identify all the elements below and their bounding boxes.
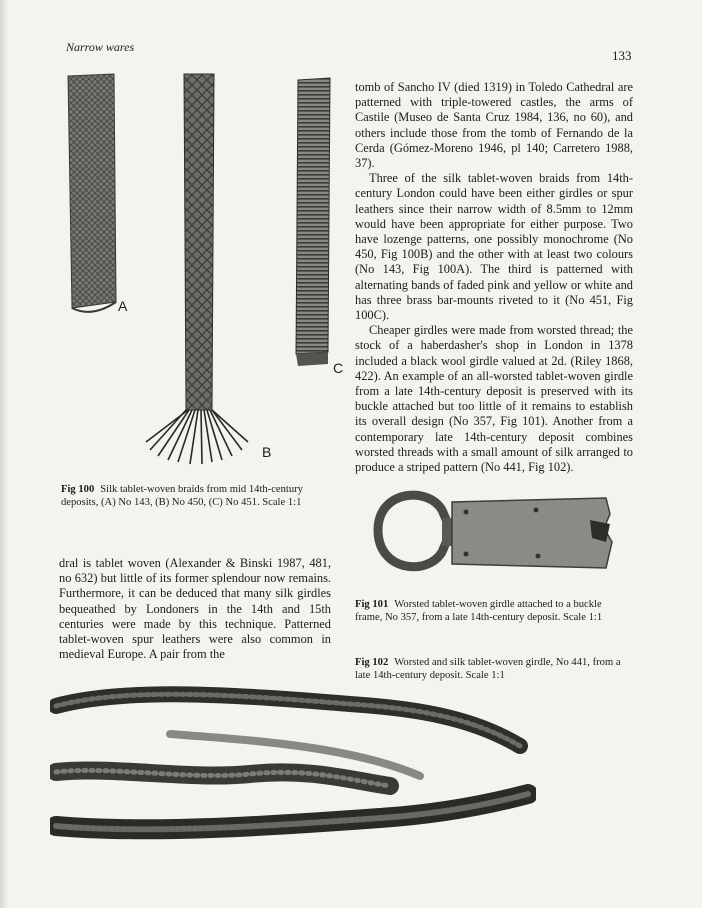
paragraph: Cheaper girdles were made from worsted thread; the stock of a haberdasher's shop in London in 1378 included a black wool girdle valued at 2d. (Riley 1868, 422). An example of an all-worsted tablet-woven girdle from a late 14th-century deposit is preserved with its buckle attached but too little of it remains to establish its overall design (No 357, Fig 101). Another from a contemporary late 14th-century deposit combines worsted threads with a small amount of silk arranged to produce a striped pattern (No 441, Fig 102). <box>355 323 633 475</box>
fig100-letter-c: C <box>333 360 344 376</box>
fig100-label: Fig 100 <box>61 484 95 495</box>
fig102-caption-text: Worsted and silk tablet-woven girdle, No 441, from a late 14th-century deposit. Scale 1:1 <box>355 657 621 681</box>
page-gutter-shadow <box>0 0 8 908</box>
left-text-column <box>59 556 331 662</box>
fig101-caption-text: Worsted tablet-woven girdle attached to a buckle frame, No 357, from a late 14th-century deposit. Scale 1:1 <box>355 599 603 623</box>
fig100-letter-b: B <box>262 444 272 460</box>
fig100-braids-photo <box>62 70 352 478</box>
fig102-girdle-photo <box>50 676 536 866</box>
fig101-caption <box>355 598 625 624</box>
fig101-buckle-photo <box>360 480 616 586</box>
page-number: 133 <box>612 48 632 63</box>
paragraph: Three of the silk tablet-woven braids from 14th-century London could have been either girdles or spur leathers since their narrow width of 8.5mm to 12mm would have been appropriate for either purpose. Two have lozenge patterns, one possibly monochrome (No 450, Fig 100B) and the other with at least two colours (No 143, Fig 100A). The third is patterned with alternating bands of faded pink and yellow or white and has three brass bar-mounts riveted to it (No 451, Fig 100C). <box>355 171 633 323</box>
right-text-column <box>355 80 633 475</box>
paragraph: tomb of Sancho IV (died 1319) in Toledo Cathedral are patterned with triple-towered castles, the arms of Castile (Museo de Santa Cruz 1984, 136, no 60), and others include those from the tomb of Fernando de la Cerda (Gómez-Moreno 1946, pl 140; Carretero 1988, 37). <box>355 80 633 171</box>
fig100-letter-a: A <box>118 298 128 314</box>
fig102-label: Fig 102 <box>355 657 389 668</box>
paragraph: dral is tablet woven (Alexander & Binski 1987, 481, no 632) but little of its former splendour now remains. Furthermore, it can be deduced that many silk girdles bequeathed by Londoners in the 14th and 15th centuries were made by this technique. Patterned tablet-woven spur leathers were also common in medieval Europe. A pair from the <box>59 556 331 662</box>
braid-b <box>146 74 248 464</box>
braid-c <box>296 78 330 366</box>
fig100-caption <box>61 483 333 509</box>
braid-a <box>68 74 116 312</box>
fig101-label: Fig 101 <box>355 599 389 610</box>
running-head: Narrow wares <box>66 40 135 54</box>
fig100-caption-text: Silk tablet-woven braids from mid 14th-century deposits, (A) No 143, (B) No 450, (C) No 451. Scale 1:1 <box>61 484 303 508</box>
